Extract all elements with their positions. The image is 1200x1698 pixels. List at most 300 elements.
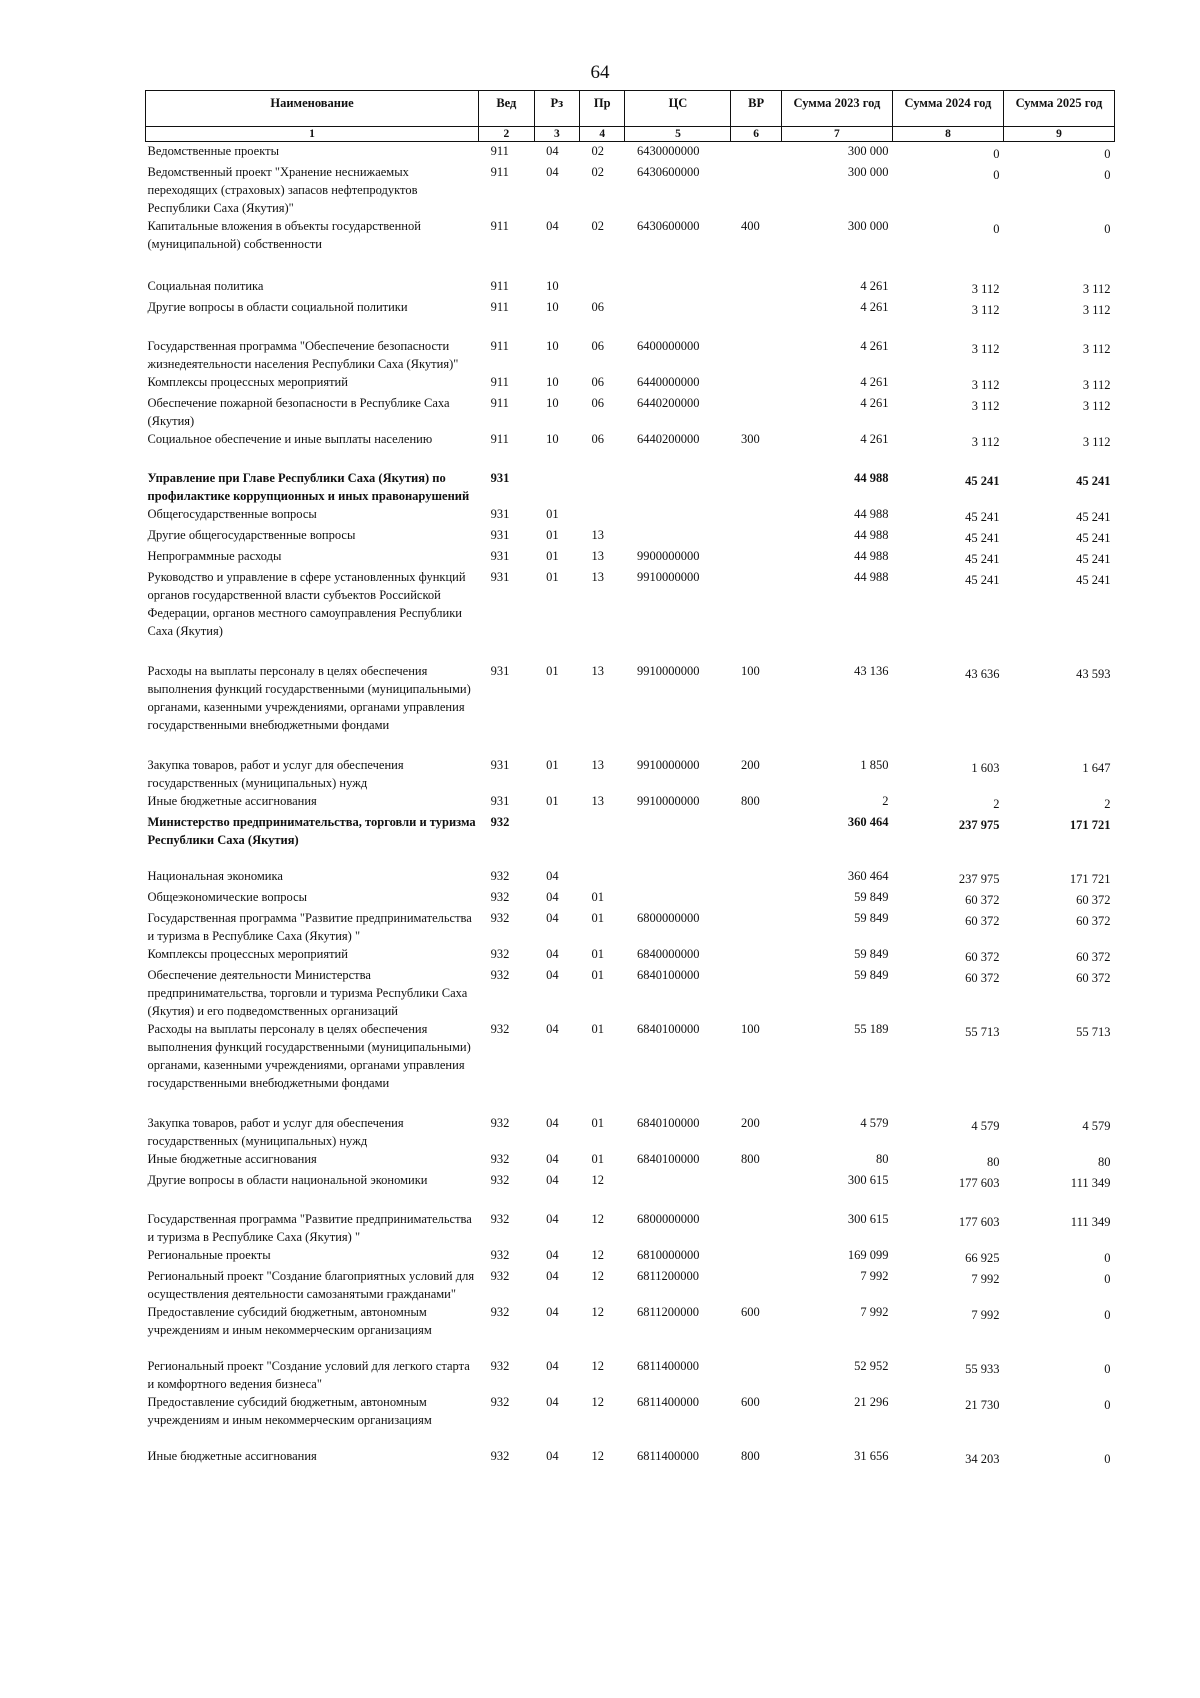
- row-sum-2024: 45 241: [965, 552, 1000, 566]
- row-sum-2023: 44 988: [854, 507, 889, 521]
- row-sum-2024: 60 372: [965, 950, 1000, 964]
- row-ved: 931: [490, 549, 510, 563]
- row-sum-2024: 237 975: [958, 818, 1000, 832]
- row-sum-2025: 60 372: [1076, 893, 1111, 907]
- row-pr: 13: [591, 549, 605, 563]
- row-pr: 06: [591, 432, 605, 446]
- table-body: [146, 142, 1115, 1469]
- row-cs: 6840100000: [636, 1152, 700, 1166]
- column-number: 7: [781, 127, 892, 142]
- column-number: 5: [625, 127, 731, 142]
- row-sum-2023: 300 000: [847, 144, 889, 158]
- row-sum-2023: 300 000: [847, 219, 889, 233]
- row-rz: 04: [546, 890, 559, 904]
- row-sum-2023: 44 988: [854, 471, 889, 485]
- row-cs: 6811400000: [636, 1395, 699, 1409]
- table-row: [146, 1114, 1115, 1150]
- row-sum-2023: 44 988: [854, 549, 889, 563]
- header-sum-2024: Сумма 2024 год: [892, 91, 1003, 127]
- row-sum-2024: 60 372: [965, 971, 1000, 985]
- row-name: Государственная программа "Развитие предпринимательства и туризма в Республике Саха (Якутия) ": [147, 1212, 472, 1244]
- row-sum-2023: 300 000: [847, 165, 889, 179]
- row-sum-2025: 1 647: [1082, 761, 1111, 775]
- row-vr: [731, 337, 781, 373]
- row-ved: 931: [490, 507, 510, 521]
- row-name: Иные бюджетные ассигнования: [147, 1449, 317, 1463]
- row-sum-2025: 0: [1104, 1452, 1111, 1466]
- row-name: Общеэкономические вопросы: [147, 890, 308, 904]
- row-rz: 04: [546, 165, 559, 179]
- row-sum-2024: 45 241: [965, 510, 1000, 524]
- row-sum-2025: 0: [1104, 1398, 1111, 1412]
- row-rz: 10: [546, 300, 559, 314]
- row-name: Ведомственный проект "Хранение неснижаемых переходящих (страховых) запасов нефтепродуктов Республики Саха (Якутия)": [147, 165, 418, 215]
- row-rz: 04: [546, 1152, 559, 1166]
- column-number: 9: [1003, 127, 1114, 142]
- row-ved: 931: [490, 758, 510, 772]
- row-pr: 12: [591, 1449, 605, 1463]
- row-sum-2024: 2: [993, 797, 1000, 811]
- row-sum-2024: 34 203: [965, 1452, 1000, 1466]
- table-row: [146, 1393, 1115, 1447]
- row-rz: 04: [546, 1395, 559, 1409]
- row-sum-2025: 3 112: [1082, 378, 1111, 392]
- column-number-row: [146, 127, 1115, 142]
- row-name: Капитальные вложения в объекты государственной (муниципальной) собственности: [147, 219, 421, 251]
- row-name: Государственная программа "Обеспечение безопасности жизнедеятельности населения Республики Саха (Якутия)": [147, 339, 459, 371]
- row-name: Управление при Главе Республики Саха (Якутия) по профилактике коррупционных и иных правонарушений: [147, 471, 470, 503]
- row-cs: 9910000000: [636, 794, 700, 808]
- row-name: Общегосударственные вопросы: [147, 507, 317, 521]
- row-name: Региональный проект "Создание благоприятных условий для осуществления деятельности самозанятыми гражданами": [147, 1269, 475, 1301]
- row-cs: 6430600000: [636, 165, 700, 179]
- row-cs: 6440000000: [636, 375, 700, 389]
- row-ved: 932: [490, 1116, 510, 1130]
- row-sum-2025: 45 241: [1076, 531, 1111, 545]
- row-sum-2025: 0: [1104, 1272, 1111, 1286]
- row-rz: 04: [546, 1359, 559, 1373]
- header-vr: ВР: [731, 91, 781, 127]
- row-cs: [625, 469, 731, 505]
- row-pr: 02: [591, 165, 605, 179]
- header-sum-2025: Сумма 2025 год: [1003, 91, 1114, 127]
- column-number: 6: [731, 127, 781, 142]
- row-pr: 12: [591, 1395, 605, 1409]
- row-pr: [580, 867, 625, 888]
- row-cs: [625, 888, 731, 909]
- table-row: [146, 966, 1115, 1020]
- row-sum-2025: 60 372: [1076, 971, 1111, 985]
- row-cs: 6440200000: [636, 396, 700, 410]
- column-number: 3: [534, 127, 579, 142]
- row-ved: 932: [490, 947, 510, 961]
- row-sum-2023: 4 261: [860, 279, 889, 293]
- row-sum-2024: 177 603: [958, 1215, 1000, 1229]
- row-sum-2024: 43 636: [965, 667, 1000, 681]
- row-cs: 6840100000: [636, 1116, 700, 1130]
- row-sum-2024: 0: [993, 168, 1000, 182]
- row-ved: 932: [490, 968, 510, 982]
- row-sum-2024: 3 112: [971, 282, 1000, 296]
- table-row: [146, 662, 1115, 756]
- row-sum-2023: 4 579: [860, 1116, 889, 1130]
- row-sum-2025: 45 241: [1076, 552, 1111, 566]
- table-row: [146, 277, 1115, 298]
- row-ved: 932: [490, 1269, 510, 1283]
- row-pr: 06: [591, 375, 605, 389]
- row-ved: 911: [490, 300, 509, 314]
- row-name: Государственная программа "Развитие предпринимательства и туризма в Республике Саха (Якутия) ": [147, 911, 472, 943]
- row-ved: 911: [490, 165, 509, 179]
- row-sum-2025: 3 112: [1082, 435, 1111, 449]
- row-sum-2023: 1 850: [860, 758, 889, 772]
- column-number: 2: [479, 127, 535, 142]
- row-cs: 6811400000: [636, 1359, 699, 1373]
- table-row: [146, 469, 1115, 505]
- table-row: [146, 505, 1115, 526]
- row-sum-2023: 4 261: [860, 396, 889, 410]
- column-number: 4: [580, 127, 625, 142]
- row-sum-2023: 7 992: [860, 1269, 889, 1283]
- row-vr: [731, 547, 781, 568]
- row-cs: [625, 298, 731, 337]
- table-row: [146, 1447, 1115, 1468]
- row-rz: 01: [546, 758, 559, 772]
- row-pr: [580, 813, 625, 867]
- row-sum-2023: 59 849: [854, 890, 889, 904]
- row-cs: 6840000000: [636, 947, 700, 961]
- row-pr: 12: [591, 1269, 605, 1283]
- row-cs: 6840100000: [636, 968, 700, 982]
- row-rz: 04: [546, 911, 559, 925]
- row-sum-2025: 0: [1104, 168, 1111, 182]
- row-sum-2023: 43 136: [854, 664, 889, 678]
- row-cs: 6400000000: [636, 339, 700, 353]
- table-row: [146, 813, 1115, 867]
- row-ved: 932: [490, 911, 510, 925]
- table-row: [146, 1171, 1115, 1210]
- table-row: [146, 756, 1115, 792]
- row-sum-2024: 4 579: [971, 1119, 1000, 1133]
- row-sum-2024: 3 112: [971, 378, 1000, 392]
- table-row: [146, 142, 1115, 164]
- row-pr: 02: [591, 219, 605, 233]
- table-row: [146, 394, 1115, 430]
- row-name: Обеспечение пожарной безопасности в Республике Саха (Якутия): [147, 396, 450, 428]
- row-rz: 01: [546, 549, 559, 563]
- row-cs: 9910000000: [636, 570, 700, 584]
- row-rz: 04: [546, 144, 559, 158]
- row-sum-2024: 66 925: [965, 1251, 1000, 1265]
- table-row: [146, 163, 1115, 217]
- table-row: [146, 337, 1115, 373]
- row-sum-2024: 45 241: [965, 573, 1000, 587]
- row-name: Другие вопросы в области социальной политики: [147, 300, 408, 314]
- table-row: [146, 547, 1115, 568]
- row-cs: [625, 526, 731, 547]
- budget-table: [145, 90, 1115, 1468]
- row-sum-2024: 60 372: [965, 893, 1000, 907]
- row-sum-2023: 55 189: [854, 1022, 889, 1036]
- row-name: Иные бюджетные ассигнования: [147, 794, 317, 808]
- row-sum-2025: 45 241: [1076, 573, 1111, 587]
- row-ved: 911: [490, 432, 509, 446]
- row-sum-2023: 59 849: [854, 911, 889, 925]
- row-vr: [731, 394, 781, 430]
- row-name: Другие вопросы в области национальной экономики: [147, 1173, 428, 1187]
- row-name: Национальная экономика: [147, 869, 283, 883]
- row-ved: 932: [490, 890, 510, 904]
- row-cs: 6800000000: [636, 1212, 700, 1226]
- row-pr: 13: [591, 758, 605, 772]
- row-ved: 932: [490, 1152, 510, 1166]
- row-rz: 04: [546, 1212, 559, 1226]
- table-row: [146, 867, 1115, 888]
- table-row: [146, 526, 1115, 547]
- row-sum-2024: 3 112: [971, 435, 1000, 449]
- table-row: [146, 1210, 1115, 1246]
- row-pr: 06: [591, 396, 605, 410]
- row-rz: 04: [546, 869, 559, 883]
- header-rz: Рз: [534, 91, 579, 127]
- row-vr: [731, 142, 781, 164]
- table-row: [146, 945, 1115, 966]
- row-vr: [731, 526, 781, 547]
- row-sum-2023: 80: [875, 1152, 889, 1166]
- row-sum-2025: 3 112: [1082, 303, 1111, 317]
- row-vr: [731, 945, 781, 966]
- row-sum-2023: 169 099: [847, 1248, 889, 1262]
- row-name: Региональные проекты: [147, 1248, 271, 1262]
- row-rz: 01: [546, 528, 559, 542]
- row-sum-2025: 60 372: [1076, 950, 1111, 964]
- table-row: [146, 373, 1115, 394]
- row-sum-2024: 3 112: [971, 399, 1000, 413]
- row-name: Руководство и управление в сфере установленных функций органов государственной власти субъектов Российской Федерации, органов местного самоуправления Республики Саха (Якутия): [147, 570, 466, 638]
- row-sum-2023: 52 952: [854, 1359, 889, 1373]
- row-vr: [731, 966, 781, 1020]
- row-ved: 911: [490, 396, 509, 410]
- row-vr: [731, 163, 781, 217]
- row-vr: [731, 1171, 781, 1210]
- row-rz: 01: [546, 664, 559, 678]
- row-cs: 9910000000: [636, 664, 700, 678]
- row-vr: [731, 298, 781, 337]
- row-name: Министерство предпринимательства, торговли и туризма Республики Саха (Якутия): [147, 815, 476, 847]
- row-sum-2024: 3 112: [971, 342, 1000, 356]
- row-sum-2025: 4 579: [1082, 1119, 1111, 1133]
- row-sum-2025: 55 713: [1076, 1025, 1111, 1039]
- row-sum-2025: 111 349: [1070, 1176, 1111, 1190]
- row-vr: 200: [740, 1116, 760, 1130]
- row-rz: 04: [546, 1305, 559, 1319]
- row-vr: [731, 1246, 781, 1267]
- row-ved: 931: [490, 664, 510, 678]
- table-row: [146, 568, 1115, 662]
- row-rz: 10: [546, 375, 559, 389]
- table-row: [146, 888, 1115, 909]
- row-pr: [580, 469, 625, 505]
- row-pr: 01: [591, 1022, 605, 1036]
- row-rz: [534, 813, 579, 867]
- column-number: 8: [892, 127, 1003, 142]
- row-sum-2024: 7 992: [971, 1308, 1000, 1322]
- row-ved: 931: [490, 570, 510, 584]
- row-rz: 10: [546, 396, 559, 410]
- table-row: [146, 298, 1115, 337]
- row-sum-2025: 60 372: [1076, 914, 1111, 928]
- row-vr: [731, 888, 781, 909]
- row-cs: 9910000000: [636, 758, 700, 772]
- row-ved: 931: [490, 528, 510, 542]
- row-sum-2025: 171 721: [1069, 818, 1111, 832]
- row-sum-2025: 45 241: [1076, 474, 1111, 488]
- row-vr: 100: [740, 664, 760, 678]
- row-sum-2025: 45 241: [1076, 510, 1111, 524]
- header-cs: ЦС: [625, 91, 731, 127]
- table-row: [146, 217, 1115, 277]
- row-pr: 13: [591, 794, 605, 808]
- row-sum-2025: 0: [1104, 1251, 1111, 1265]
- row-cs: 9900000000: [636, 549, 700, 563]
- row-pr: [580, 277, 625, 298]
- row-vr: [731, 469, 781, 505]
- row-cs: 6440200000: [636, 432, 700, 446]
- table-row: [146, 1020, 1115, 1114]
- row-vr: 200: [740, 758, 760, 772]
- row-name: Закупка товаров, работ и услуг для обеспечения государственных (муниципальных) нужд: [147, 1116, 404, 1148]
- row-sum-2025: 2: [1104, 797, 1111, 811]
- row-rz: 04: [546, 1116, 559, 1130]
- row-sum-2023: 7 992: [860, 1305, 889, 1319]
- row-ved: 932: [490, 1395, 510, 1409]
- row-rz: 04: [546, 947, 559, 961]
- row-rz: 04: [546, 1449, 559, 1463]
- row-ved: 932: [490, 1173, 510, 1187]
- row-pr: 06: [591, 339, 605, 353]
- row-vr: [731, 1267, 781, 1303]
- row-sum-2023: 360 464: [847, 869, 889, 883]
- row-name: Комплексы процессных мероприятий: [147, 947, 348, 961]
- row-ved: 932: [490, 1359, 510, 1373]
- row-sum-2024: 0: [993, 222, 1000, 236]
- column-number: 1: [146, 127, 479, 142]
- row-rz: 01: [546, 570, 559, 584]
- row-cs: [625, 813, 731, 867]
- row-cs: [625, 867, 731, 888]
- row-sum-2023: 44 988: [854, 528, 889, 542]
- row-sum-2025: 111 349: [1070, 1215, 1111, 1229]
- row-name: Социальное обеспечение и иные выплаты населению: [147, 432, 433, 446]
- row-sum-2024: 237 975: [958, 872, 1000, 886]
- row-pr: 12: [591, 1212, 605, 1226]
- row-name: Обеспечение деятельности Министерства предпринимательства, торговли и туризма Республики Саха (Якутия) и его подведомственных организаций: [147, 968, 468, 1018]
- row-sum-2025: 0: [1104, 1362, 1111, 1376]
- row-sum-2023: 4 261: [860, 375, 889, 389]
- row-vr: [731, 373, 781, 394]
- row-pr: 13: [591, 570, 605, 584]
- row-name: Ведомственные проекты: [147, 144, 280, 158]
- row-pr: 12: [591, 1248, 605, 1262]
- row-vr: [731, 813, 781, 867]
- row-rz: 01: [546, 794, 559, 808]
- row-sum-2024: 60 372: [965, 914, 1000, 928]
- row-sum-2023: 300 615: [847, 1173, 889, 1187]
- row-sum-2023: 2: [882, 794, 889, 808]
- row-name: Расходы на выплаты персоналу в целях обеспечения выполнения функций государственными (муниципальными) органами, казенными учреждениями, органами управления государственными внебюджетными фондами: [147, 1022, 471, 1090]
- row-pr: 12: [591, 1173, 605, 1187]
- row-sum-2025: 0: [1104, 147, 1111, 161]
- row-name: Другие общегосударственные вопросы: [147, 528, 356, 542]
- row-pr: 06: [591, 300, 605, 314]
- row-rz: 10: [546, 432, 559, 446]
- row-pr: 12: [591, 1359, 605, 1373]
- row-cs: 6800000000: [636, 911, 700, 925]
- header-pr: Пр: [580, 91, 625, 127]
- row-pr: 13: [591, 664, 605, 678]
- row-sum-2025: 3 112: [1082, 399, 1111, 413]
- row-cs: 6840100000: [636, 1022, 700, 1036]
- row-rz: 10: [546, 339, 559, 353]
- row-sum-2024: 177 603: [958, 1176, 1000, 1190]
- row-vr: [731, 1210, 781, 1246]
- row-sum-2023: 300 615: [847, 1212, 889, 1226]
- row-cs: 6811400000: [636, 1449, 699, 1463]
- row-sum-2024: 45 241: [965, 474, 1000, 488]
- row-pr: 13: [591, 528, 605, 542]
- row-ved: 932: [490, 815, 510, 829]
- row-rz: 01: [546, 507, 559, 521]
- row-vr: 600: [740, 1305, 760, 1319]
- row-cs: 6811200000: [636, 1305, 699, 1319]
- row-ved: 932: [490, 869, 510, 883]
- row-sum-2023: 59 849: [854, 947, 889, 961]
- row-ved: 932: [490, 1449, 510, 1463]
- row-name: Расходы на выплаты персоналу в целях обеспечения выполнения функций государственными (муниципальными) органами, казенными учреждениями, органами управления государственными внебюджетными фондами: [147, 664, 471, 732]
- row-ved: 932: [490, 1212, 510, 1226]
- row-sum-2024: 1 603: [971, 761, 1000, 775]
- row-name: Предоставление субсидий бюджетным, автономным учреждениям и иным некоммерческим организациям: [147, 1305, 432, 1337]
- row-cs: [625, 505, 731, 526]
- table-row: [146, 1150, 1115, 1171]
- row-ved: 932: [490, 1248, 510, 1262]
- row-pr: [580, 505, 625, 526]
- row-pr: 01: [591, 1152, 605, 1166]
- row-sum-2023: 360 464: [847, 815, 889, 829]
- row-sum-2025: 43 593: [1076, 667, 1111, 681]
- row-cs: 6810000000: [636, 1248, 700, 1262]
- row-sum-2023: 4 261: [860, 300, 889, 314]
- row-sum-2025: 171 721: [1069, 872, 1111, 886]
- row-cs: [625, 277, 731, 298]
- row-ved: 911: [490, 279, 509, 293]
- row-pr: 01: [591, 947, 605, 961]
- row-ved: 911: [490, 339, 509, 353]
- row-name: Социальная политика: [147, 279, 264, 293]
- row-rz: [534, 469, 579, 505]
- row-vr: 800: [740, 1152, 760, 1166]
- row-rz: 04: [546, 219, 559, 233]
- row-vr: 300: [740, 432, 760, 446]
- row-sum-2025: 0: [1104, 1308, 1111, 1322]
- row-sum-2024: 55 933: [965, 1362, 1000, 1376]
- table-row: [146, 792, 1115, 813]
- row-rz: 04: [546, 1022, 559, 1036]
- table-row: [146, 1303, 1115, 1357]
- row-rz: 10: [546, 279, 559, 293]
- row-sum-2023: 21 296: [854, 1395, 889, 1409]
- row-cs: 6430600000: [636, 219, 700, 233]
